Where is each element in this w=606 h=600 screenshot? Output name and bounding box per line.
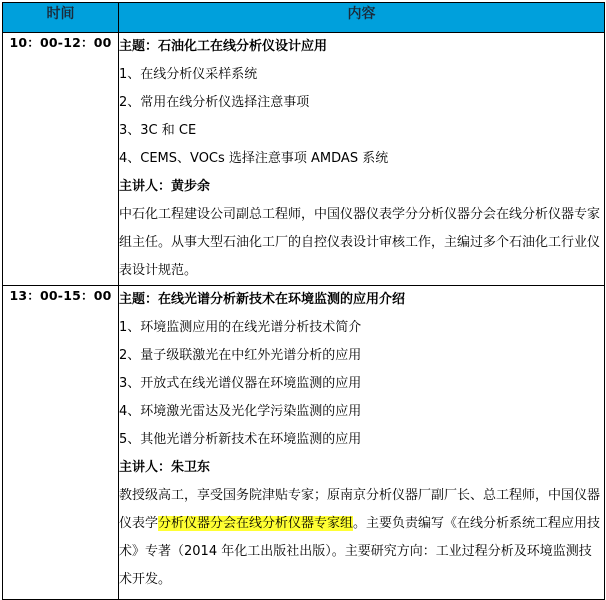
session-topic: 主题：石油化工在线分析仪设计应用 — [119, 39, 328, 54]
table-row — [3, 286, 605, 600]
list-item: 4、CEMS、VOCs 选择注意事项 AMDAS 系统 — [119, 151, 389, 166]
session-speaker: 主讲人：朱卫东 — [119, 460, 211, 475]
session-content — [119, 286, 605, 600]
list-item: 2、量子级联激光在中红外光谱分析的应用 — [119, 348, 362, 363]
bio-text: 教授级高工，享受国务院津贴专家；原南京分析仪器厂副厂长、总工程师，中国仪器仪表学 — [119, 488, 601, 531]
session-content — [119, 33, 605, 286]
header-content: 内容 — [119, 3, 605, 33]
list-item: 1、环境监测应用的在线光谱分析技术简介 — [119, 320, 362, 335]
list-item: 1、在线分析仪采样系统 — [119, 67, 258, 82]
list-item: 3、开放式在线光谱仪器在环境监测的应用 — [119, 376, 362, 391]
list-item: 2、常用在线分析仪选择注意事项 — [119, 95, 310, 110]
session-topic: 主题：在线光谱分析新技术在环境监测的应用介绍 — [119, 292, 406, 307]
list-item: 3、3C 和 CE — [119, 123, 197, 138]
bio-text: 。主要负责编写《在线分析系统工程应用技术》专著（2014 年化工出版社出版）。主要研究方向：工业过程分析及环境监测技术开发。 — [119, 516, 601, 587]
highlighted-text: 分析仪器分会在线分析仪器专家组 — [158, 516, 354, 531]
schedule-table — [2, 2, 605, 600]
speaker-bio: 中石化工程建设公司副总工程师，中国仪器仪表学分分析仪器分会在线分析仪器专家组主任。从事大型石油化工厂的自控仪表设计审核工作，主编过多个石油化工行业仪表设计规范。 — [119, 207, 601, 278]
session-time: 10：00-12：00 — [3, 33, 119, 286]
header-time: 时间 — [3, 3, 119, 33]
speaker-bio — [119, 482, 604, 594]
list-item: 4、环境激光雷达及光化学污染监测的应用 — [119, 404, 362, 419]
session-time: 13：00-15：00 — [3, 286, 119, 600]
session-speaker: 主讲人：黄步余 — [119, 179, 211, 194]
table-header-row — [3, 3, 605, 33]
table-row — [3, 33, 605, 286]
list-item: 5、其他光谱分析新技术在环境监测的应用 — [119, 432, 362, 447]
